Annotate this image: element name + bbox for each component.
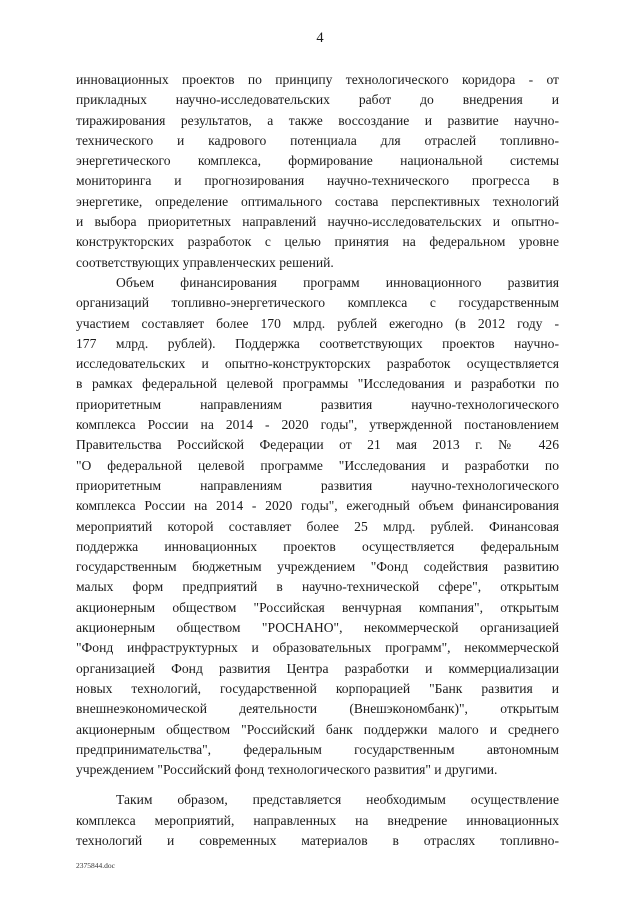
- text-line: организацией Фонд развития Центра разработки и коммерциализации: [76, 660, 559, 676]
- paragraph-3: [76, 790, 559, 851]
- page-number: 4: [316, 30, 324, 46]
- text-line: мониторинга и прогнозирования научно-технического прогресса в: [76, 173, 559, 189]
- text-line: комплекса России на 2014 - 2020 годы", утвержденной постановлением: [76, 417, 559, 433]
- paragraph-gap: [76, 780, 559, 790]
- text-line: поддержка инновационных проектов осуществляется федеральным: [76, 538, 559, 554]
- text-line: комплекса России на 2014 - 2020 годы", ежегодный объем финансирования: [76, 498, 559, 514]
- text-line: Правительства Российской Федерации от 21 мая 2013 г. № 426: [76, 437, 559, 453]
- text-line: новых технологий, государственной корпорацией "Банк развития и: [76, 680, 559, 696]
- paragraph-2: [76, 273, 559, 780]
- text-line: акционерным обществом "Российская венчурная компания", открытым: [76, 599, 559, 615]
- text-line: государственным бюджетным учреждением "Фонд содействия развитию: [76, 559, 559, 575]
- text-line: энергетического комплекса, формирование национальной системы: [76, 153, 559, 169]
- text-line: Таким образом, представляется необходимым осуществление: [116, 792, 559, 808]
- text-line: приоритетным направлениям развития научно-технологического: [76, 477, 559, 493]
- text-line: исследовательских и опытно-конструкторских разработок осуществляется: [76, 356, 559, 372]
- text-line: тиражирования результатов, а также воссоздание и развитие научно-: [76, 112, 559, 128]
- text-line: акционерным обществом "Российский банк поддержки малого и среднего: [76, 721, 559, 737]
- file-name-footer: 2375844.doc: [76, 861, 115, 870]
- document-body: [76, 70, 559, 851]
- text-line: технического и кадрового потенциала для отраслей топливно-: [76, 132, 559, 148]
- text-line: участием составляет более 170 млрд. рублей ежегодно (в 2012 году -: [76, 315, 559, 331]
- text-line: предпринимательства", федеральным государственным автономным: [76, 741, 559, 757]
- text-line: и выбора приоритетных направлений научно-исследовательских и опытно-: [76, 214, 559, 230]
- text-line: "Фонд инфраструктурных и образовательных программ", некоммерческой: [76, 640, 559, 656]
- text-line: приоритетным направлениям развития научно-технологического: [76, 396, 559, 412]
- text-line: соответствующих управленческих решений.: [76, 254, 334, 270]
- text-line: учреждением "Российский фонд технологического развития" и другими.: [76, 762, 498, 778]
- text-line: инновационных проектов по принципу технологического коридора - от: [76, 72, 559, 87]
- text-line: комплекса мероприятий, направленных на внедрение инновационных: [76, 812, 559, 828]
- text-line: Объем финансирования программ инновационного развития: [116, 274, 559, 290]
- text-line: прикладных научно-исследовательских работ до внедрения и: [76, 92, 559, 108]
- text-line: технологий и современных материалов в отраслях топливно-: [76, 832, 559, 848]
- text-line: конструкторских разработок с целью принятия на федеральном уровне: [76, 234, 559, 250]
- text-line: мероприятий которой составляет более 25 млрд. рублей. Финансовая: [76, 518, 559, 534]
- text-line: малых форм предприятий в научно-технической сфере", открытым: [76, 579, 559, 595]
- text-line: организаций топливно-энергетического комплекса с государственным: [76, 295, 559, 311]
- text-line: "О федеральной целевой программе "Исследования и разработки по: [76, 457, 559, 473]
- text-line: акционерным обществом "РОСНАНО", некоммерческой организацией: [76, 620, 559, 636]
- text-line: в рамках федеральной целевой программы "Исследования и разработки по: [76, 376, 559, 392]
- text-line: 177 млрд. рублей). Поддержка соответствующих проектов научно-: [76, 335, 559, 351]
- text-line: внешнеэкономической деятельности (Внешэкономбанк)", открытым: [76, 701, 559, 717]
- paragraph-1: [76, 70, 559, 273]
- text-line: энергетике, определение оптимального состава перспективных технологий: [76, 193, 559, 209]
